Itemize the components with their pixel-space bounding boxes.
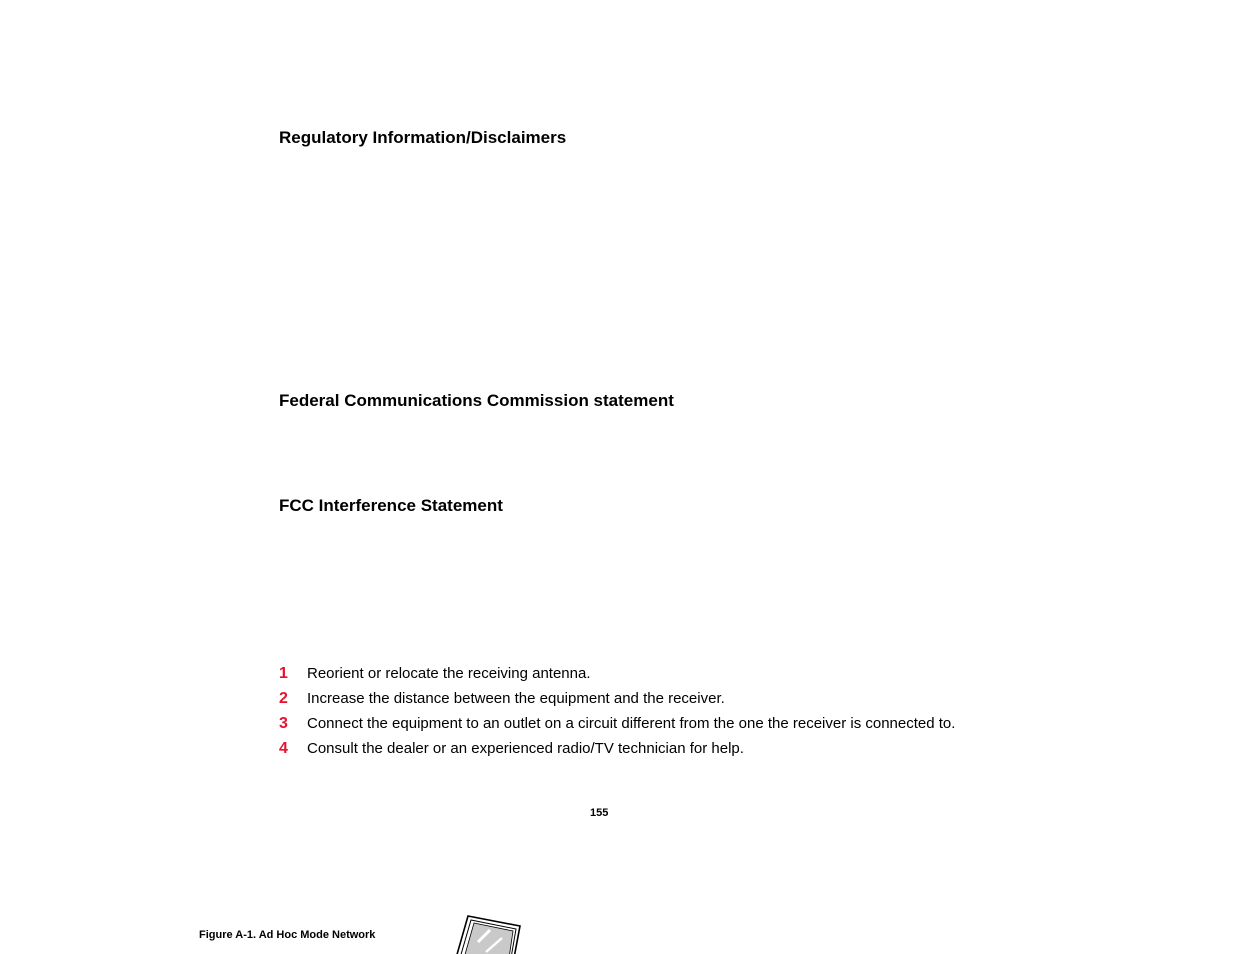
- step-text: Consult the dealer or an experienced radio/TV technician for help.: [307, 740, 744, 757]
- figure-caption: Figure A-1. Ad Hoc Mode Network: [199, 929, 376, 941]
- heading-fcc-statement: Federal Communications Commission statement: [279, 391, 674, 410]
- heading-fcc-interference-statement: FCC Interference Statement: [279, 496, 503, 515]
- step-text: Increase the distance between the equipment and the receiver.: [307, 690, 725, 707]
- laptop-icon: [452, 912, 524, 954]
- step-text: Reorient or relocate the receiving antenna.: [307, 665, 591, 682]
- step-number: 3: [279, 715, 288, 732]
- page-number: 155: [590, 807, 609, 819]
- step-text: Connect the equipment to an outlet on a circuit different from the one the receiver is connected to.: [307, 715, 956, 732]
- step-number: 1: [279, 665, 288, 682]
- step-number: 2: [279, 690, 288, 707]
- heading-regulatory-information: Regulatory Information/Disclaimers: [279, 128, 567, 147]
- step-number: 4: [279, 740, 288, 757]
